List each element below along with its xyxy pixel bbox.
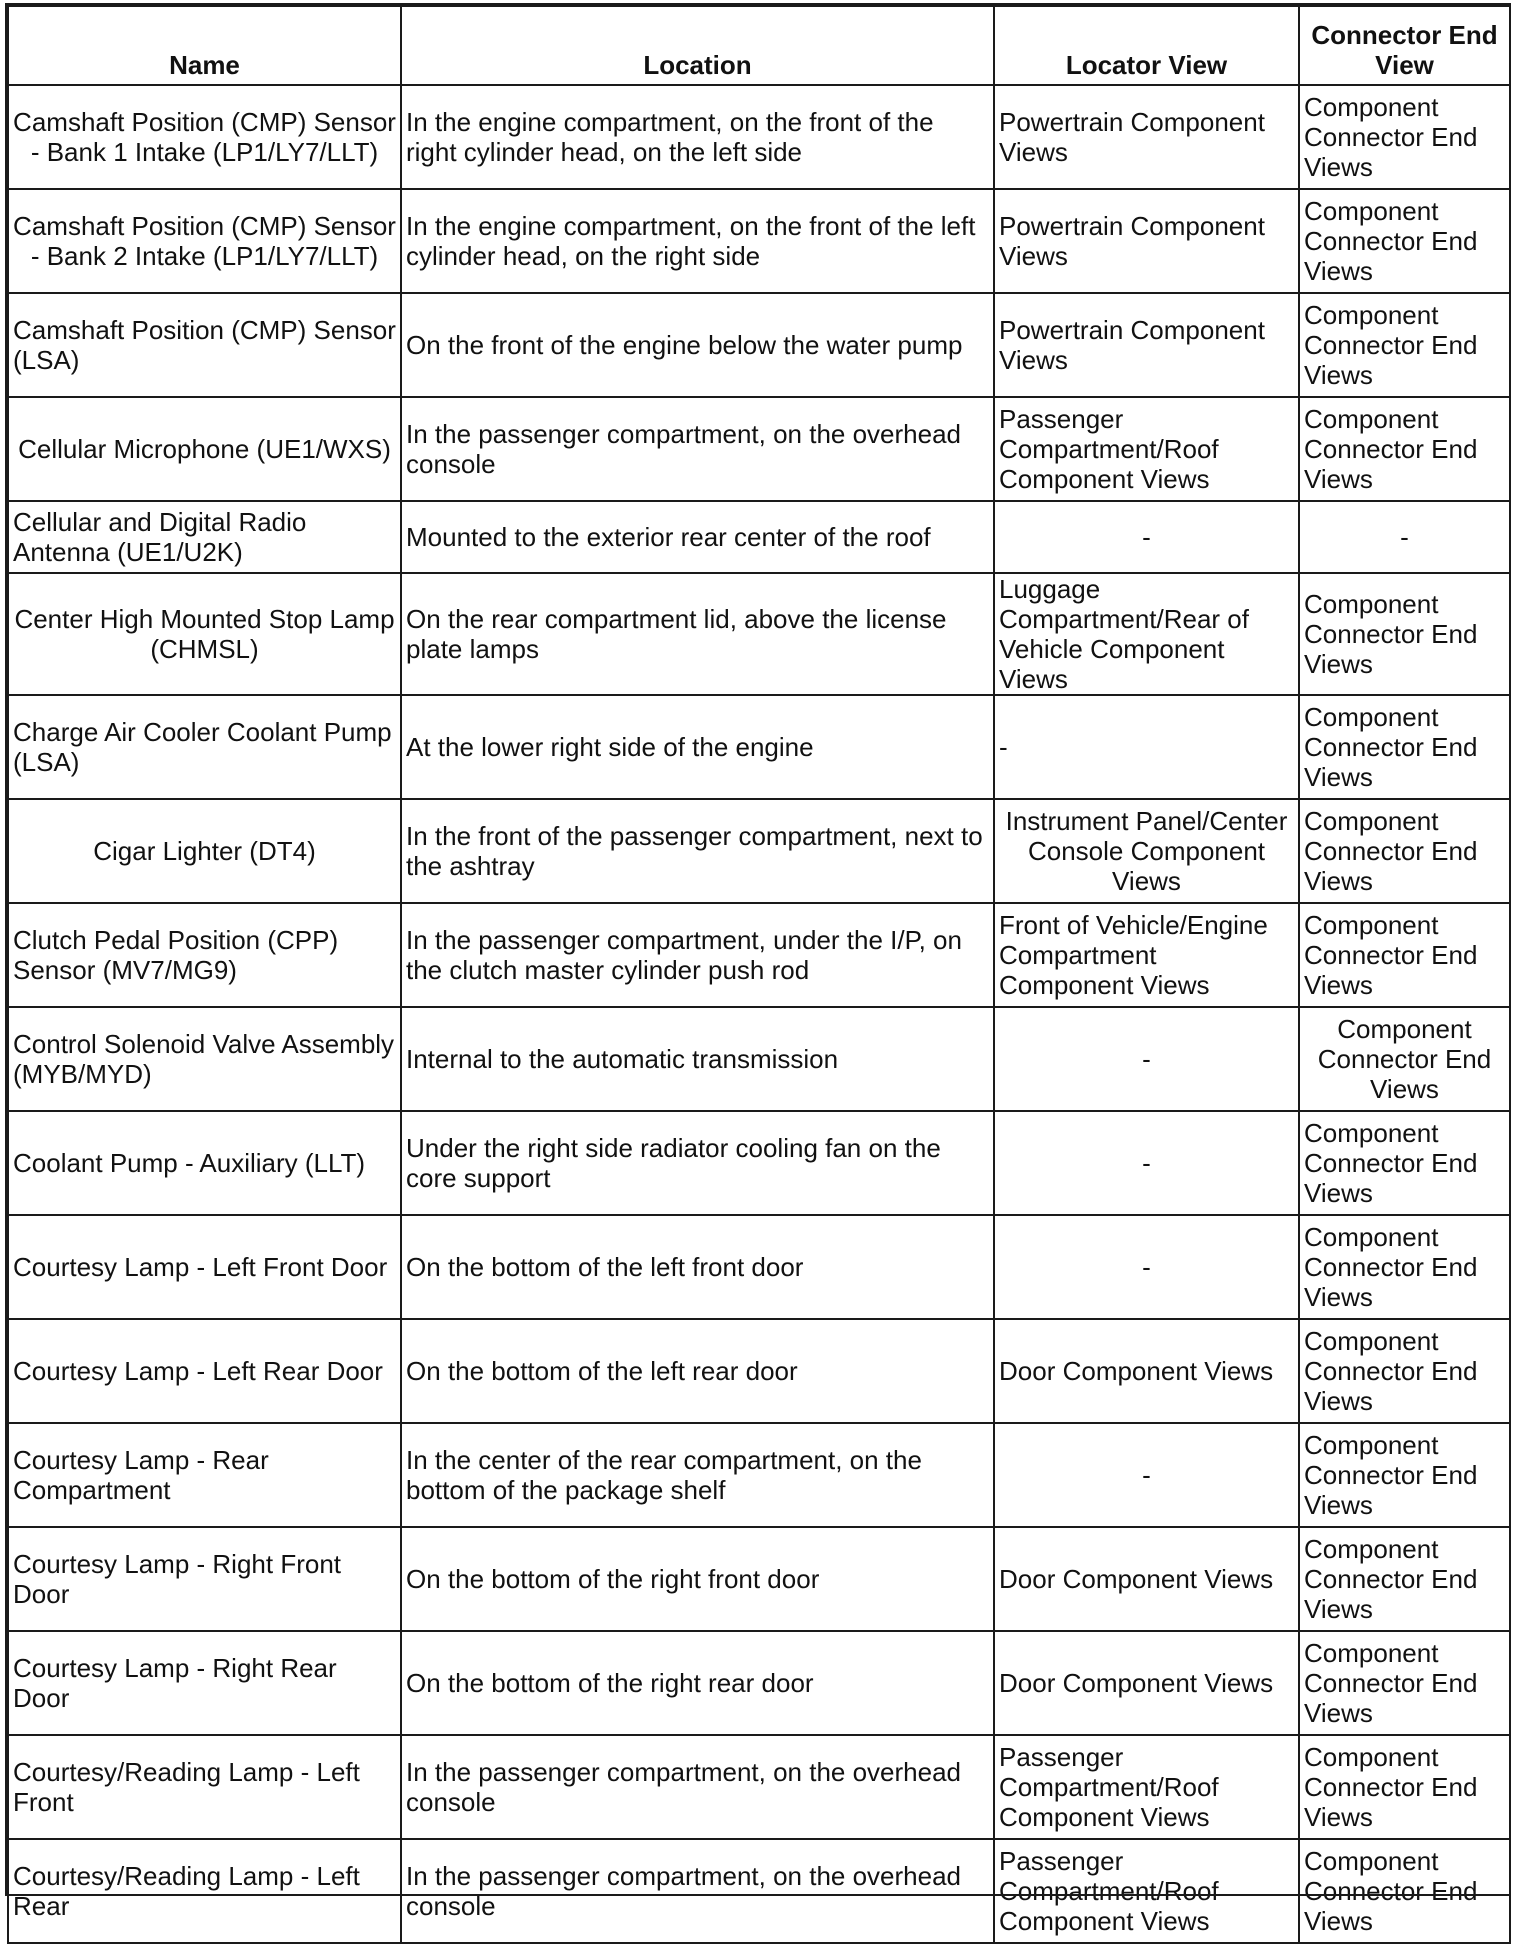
- table-row: [8, 1111, 1510, 1215]
- cell-name: Clutch Pedal Position (CPP) Sensor (MV7/MG9): [8, 903, 401, 1007]
- cell-connector-end-view: Component Connector End Views: [1299, 799, 1510, 903]
- cell-locator-view: Luggage Compartment/Rear of Vehicle Component Views: [994, 573, 1299, 695]
- header-connector-end-view: Connector End View: [1299, 6, 1510, 85]
- cell-name: Courtesy Lamp - Rear Compartment: [8, 1423, 401, 1527]
- cell-name: Charge Air Cooler Coolant Pump (LSA): [8, 695, 401, 799]
- cell-connector-end-view: Component Connector End Views: [1299, 1631, 1510, 1735]
- header-location: Location: [401, 6, 994, 85]
- header-name: Name: [8, 6, 401, 85]
- cell-name: Courtesy/Reading Lamp - Left Rear: [8, 1839, 401, 1943]
- cell-locator-view: -: [994, 1423, 1299, 1527]
- cell-locator-view: Passenger Compartment/Roof Component Views: [994, 1735, 1299, 1839]
- cell-location: On the bottom of the right front door: [401, 1527, 994, 1631]
- cell-location: On the bottom of the right rear door: [401, 1631, 994, 1735]
- cell-connector-end-view: Component Connector End Views: [1299, 293, 1510, 397]
- cell-connector-end-view: Component Connector End Views: [1299, 189, 1510, 293]
- cell-locator-view: Instrument Panel/Center Console Component Views: [994, 799, 1299, 903]
- cell-connector-end-view: Component Connector End Views: [1299, 1423, 1510, 1527]
- cell-locator-view: -: [994, 501, 1299, 573]
- cell-location: In the front of the passenger compartment, next to the ashtray: [401, 799, 994, 903]
- cell-name: Cellular and Digital Radio Antenna (UE1/U2K): [8, 501, 401, 573]
- cell-name: Cellular Microphone (UE1/WXS): [8, 397, 401, 501]
- cell-connector-end-view: Component Connector End Views: [1299, 397, 1510, 501]
- cell-location: On the rear compartment lid, above the license plate lamps: [401, 573, 994, 695]
- table-row: [8, 1319, 1510, 1423]
- cell-locator-view: Front of Vehicle/Engine Compartment Component Views: [994, 903, 1299, 1007]
- cell-connector-end-view: Component Connector End Views: [1299, 1319, 1510, 1423]
- cell-connector-end-view: Component Connector End Views: [1299, 695, 1510, 799]
- table-row: [8, 1839, 1510, 1943]
- cell-locator-view: -: [994, 1007, 1299, 1111]
- table-row: [8, 799, 1510, 903]
- cell-locator-view: Door Component Views: [994, 1527, 1299, 1631]
- cell-location: In the passenger compartment, under the I/P, on the clutch master cylinder push rod: [401, 903, 994, 1007]
- cell-name: Courtesy/Reading Lamp - Left Front: [8, 1735, 401, 1839]
- cell-location: On the bottom of the left rear door: [401, 1319, 994, 1423]
- table-row: [8, 1735, 1510, 1839]
- table-row: [8, 501, 1510, 573]
- cell-name: Control Solenoid Valve Assembly (MYB/MYD): [8, 1007, 401, 1111]
- table-row: [8, 573, 1510, 695]
- cell-location: In the passenger compartment, on the overhead console: [401, 397, 994, 501]
- table-row: [8, 1215, 1510, 1319]
- table-row: [8, 695, 1510, 799]
- cell-location: Under the right side radiator cooling fan on the core support: [401, 1111, 994, 1215]
- cell-name: Camshaft Position (CMP) Sensor - Bank 2 Intake (LP1/LY7/LLT): [8, 189, 401, 293]
- cell-locator-view: -: [994, 695, 1299, 799]
- cell-connector-end-view: Component Connector End Views: [1299, 1527, 1510, 1631]
- cell-locator-view: Passenger Compartment/Roof Component Views: [994, 1839, 1299, 1943]
- cell-locator-view: -: [994, 1111, 1299, 1215]
- table-row: [8, 1007, 1510, 1111]
- cell-locator-view: Passenger Compartment/Roof Component Views: [994, 397, 1299, 501]
- cell-connector-end-view: Component Connector End Views: [1299, 1111, 1510, 1215]
- cell-location: Internal to the automatic transmission: [401, 1007, 994, 1111]
- cell-name: Courtesy Lamp - Left Rear Door: [8, 1319, 401, 1423]
- cell-name: Coolant Pump - Auxiliary (LLT): [8, 1111, 401, 1215]
- component-location-table: [7, 5, 1511, 1944]
- cell-locator-view: Door Component Views: [994, 1319, 1299, 1423]
- cell-locator-view: Powertrain Component Views: [994, 293, 1299, 397]
- cell-locator-view: Powertrain Component Views: [994, 85, 1299, 189]
- cell-location: In the center of the rear compartment, on the bottom of the package shelf: [401, 1423, 994, 1527]
- table-row: [8, 85, 1510, 189]
- cell-name: Center High Mounted Stop Lamp (CHMSL): [8, 573, 401, 695]
- cell-name: Courtesy Lamp - Right Rear Door: [8, 1631, 401, 1735]
- cell-location: In the passenger compartment, on the overhead console: [401, 1839, 994, 1943]
- cell-connector-end-view: Component Connector End Views: [1299, 1735, 1510, 1839]
- header-locator-view: Locator View: [994, 6, 1299, 85]
- table-row: [8, 397, 1510, 501]
- cell-connector-end-view: Component Connector End Views: [1299, 1007, 1510, 1111]
- cell-location: In the engine compartment, on the front of the right cylinder head, on the left side: [401, 85, 994, 189]
- cell-name: Camshaft Position (CMP) Sensor (LSA): [8, 293, 401, 397]
- table-row: [8, 1527, 1510, 1631]
- cell-name: Courtesy Lamp - Right Front Door: [8, 1527, 401, 1631]
- cell-locator-view: Door Component Views: [994, 1631, 1299, 1735]
- table-row: [8, 903, 1510, 1007]
- cell-locator-view: -: [994, 1215, 1299, 1319]
- cell-name: Courtesy Lamp - Left Front Door: [8, 1215, 401, 1319]
- cell-location: At the lower right side of the engine: [401, 695, 994, 799]
- table-row: [8, 1631, 1510, 1735]
- cell-connector-end-view: Component Connector End Views: [1299, 573, 1510, 695]
- cell-connector-end-view: Component Connector End Views: [1299, 85, 1510, 189]
- cell-locator-view: Powertrain Component Views: [994, 189, 1299, 293]
- cell-name: Cigar Lighter (DT4): [8, 799, 401, 903]
- table-header-row: [8, 6, 1510, 85]
- cell-location: In the engine compartment, on the front of the left cylinder head, on the right side: [401, 189, 994, 293]
- cell-connector-end-view: Component Connector End Views: [1299, 1839, 1510, 1943]
- table-row: [8, 293, 1510, 397]
- cell-location: On the front of the engine below the water pump: [401, 293, 994, 397]
- cell-location: Mounted to the exterior rear center of the roof: [401, 501, 994, 573]
- cell-name: Camshaft Position (CMP) Sensor - Bank 1 Intake (LP1/LY7/LLT): [8, 85, 401, 189]
- cell-connector-end-view: Component Connector End Views: [1299, 903, 1510, 1007]
- table-row: [8, 1423, 1510, 1527]
- table-row: [8, 189, 1510, 293]
- cell-location: In the passenger compartment, on the overhead console: [401, 1735, 994, 1839]
- cell-location: On the bottom of the left front door: [401, 1215, 994, 1319]
- cell-connector-end-view: -: [1299, 501, 1510, 573]
- cell-connector-end-view: Component Connector End Views: [1299, 1215, 1510, 1319]
